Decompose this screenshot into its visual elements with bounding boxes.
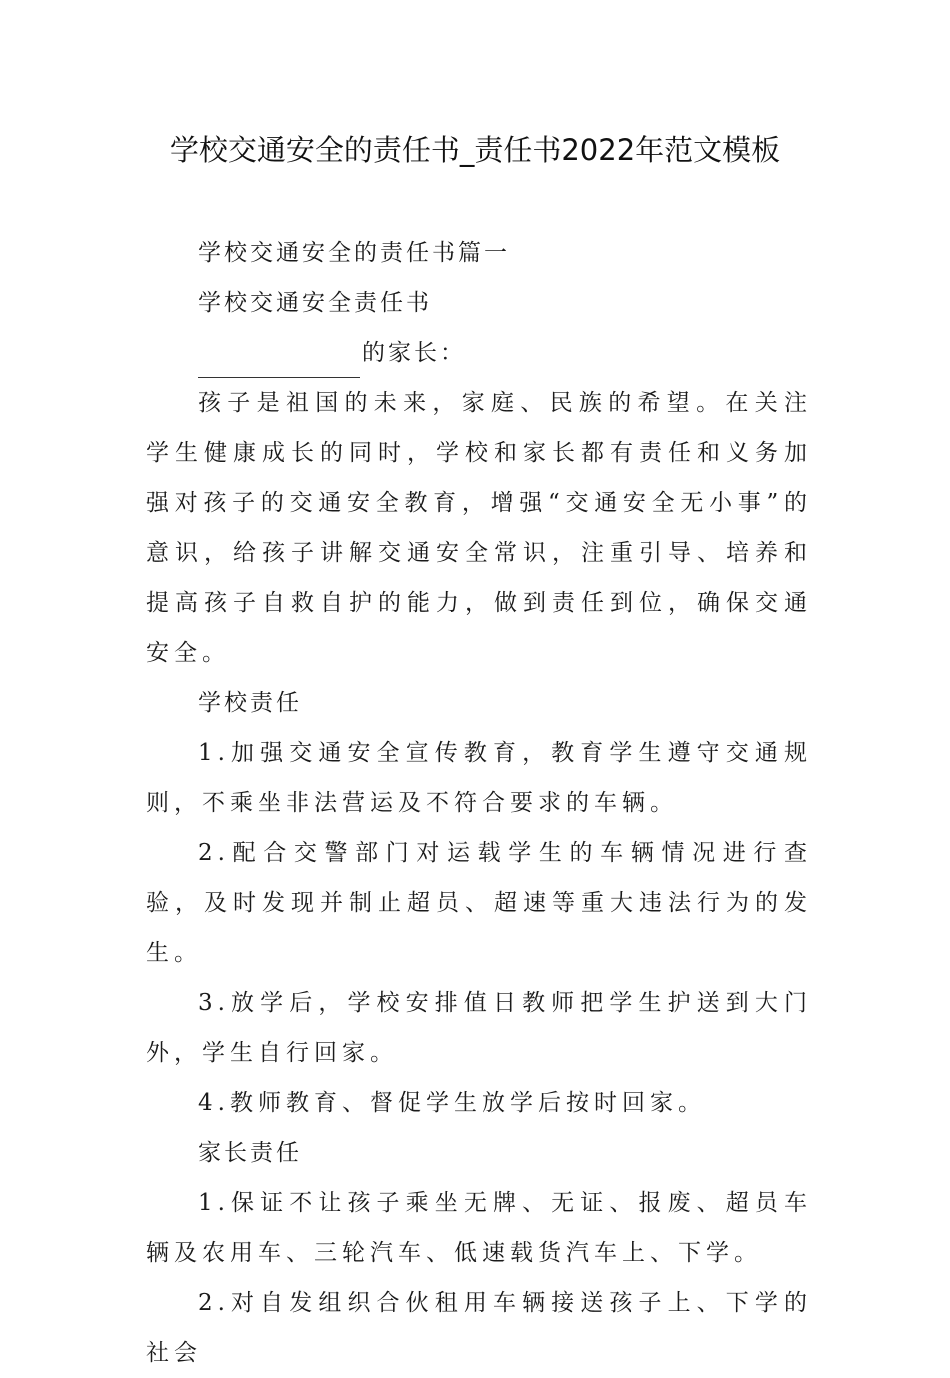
document-name: 学校交通安全责任书 [198, 290, 432, 316]
document-title: 学校交通安全的责任书_责任书2022年范文模板 [169, 133, 781, 167]
parent-item: 2.对自发组织合伙租用车辆接送孩子上、下学的社会 [146, 1290, 812, 1366]
parent-responsibility-heading: 家长责任 [198, 1140, 302, 1166]
document-body [146, 228, 812, 1378]
school-item: 4.教师教育、督促学生放学后按时回家。 [198, 1090, 706, 1116]
school-item: 3.放学后，学校安排值日教师把学生护送到大门外，学生自行回家。 [146, 990, 812, 1066]
name-blank [198, 347, 360, 378]
salutation-text: 的家长： [362, 340, 466, 366]
school-item: 2.配合交警部门对运载学生的车辆情况进行查验，及时发现并制止超员、超速等重大违法行为的发生。 [146, 840, 812, 966]
parent-item: 1.保证不让孩子乘坐无牌、无证、报废、超员车辆及农用车、三轮汽车、低速载货汽车上、下学。 [146, 1190, 812, 1266]
school-responsibility-heading: 学校责任 [198, 690, 302, 716]
school-item: 1.加强交通安全宣传教育，教育学生遵守交通规则，不乘坐非法营运及不符合要求的车辆。 [146, 740, 812, 816]
section-title: 学校交通安全的责任书篇一 [198, 240, 510, 266]
salutation-line [146, 328, 812, 378]
intro-paragraph: 孩子是祖国的未来，家庭、民族的希望。在关注学生健康成长的同时，学校和家长都有责任和义务加强对孩子的交通安全教育，增强“交通安全无小事”的意识，给孩子讲解交通安全常识，注重引导、培养和提高孩子自救自护的能力，做到责任到位，确保交通安全。 [146, 390, 812, 666]
